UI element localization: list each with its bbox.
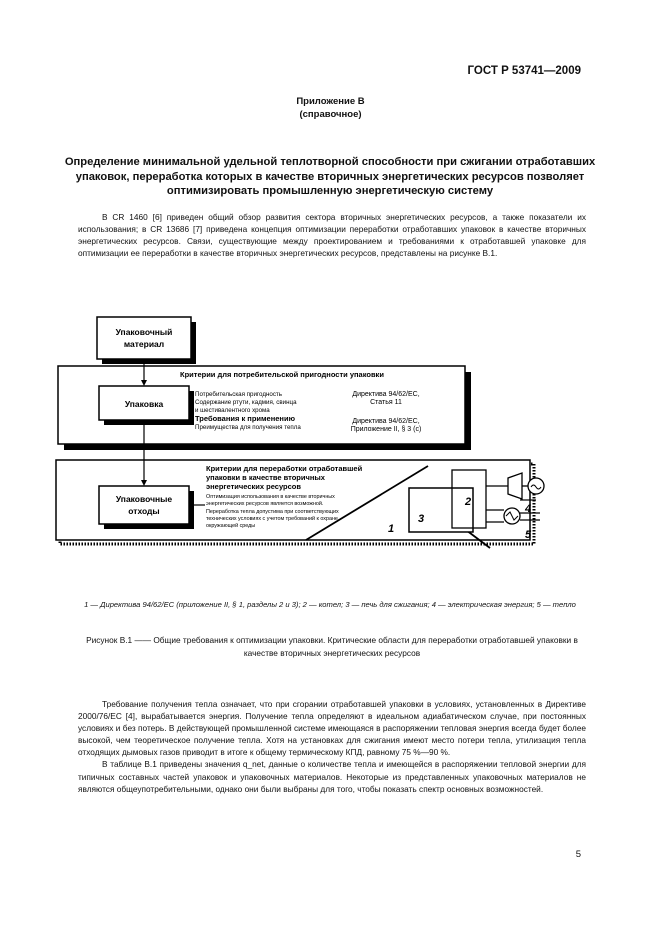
packaging-label: Упаковка xyxy=(124,399,164,409)
consumer-fitness-3: и шестивалентного хрома xyxy=(195,407,270,414)
figure-legend: 1 — Директива 94/62/ЕС (приложение II, § 1, разделы 2 и 3); 2 — котел; 3 — печь для сжигания; 4 — электрическая энергия; 5 — тепло xyxy=(84,600,576,609)
turbine-icon xyxy=(508,473,522,499)
recovery-title-2: упаковки в качестве вторичных xyxy=(206,473,325,482)
intro-text: В CR 1460 [6] приведен общий обзор развития сектора вторичных энергетических ресурсов, а также показатели их использования; в CR 13686 [7] приведена концепция оптимизации переработки отработавших упаковок в качестве вторичных энергетических ресурсов. Связи, существующие между проектированием и требованиями к отработавшей упаковке для оптимизации ее переработки в качестве вторичных энергетических ресурсов, представлены на рисунке В.1. xyxy=(78,212,586,259)
label-1: 1 xyxy=(388,523,395,535)
page-number: 5 xyxy=(575,849,581,860)
packaging-material-line1: Упаковочный xyxy=(115,327,173,337)
directive-1-line1: Директива 94/62/ЕС, xyxy=(352,391,420,398)
recovery-title-3: энергетических ресурсов xyxy=(206,482,301,491)
consumer-fitness-1: Потребительская пригодность xyxy=(195,391,282,398)
standard-number: ГОСТ Р 53741—2009 xyxy=(467,65,581,77)
requirements-title: Требования к применению xyxy=(195,414,295,423)
annex-type: (справочное) xyxy=(299,109,362,120)
label-3: 3 xyxy=(418,513,425,525)
packaging-material-box xyxy=(97,317,191,359)
annex-title: Приложение В xyxy=(296,96,365,107)
body-paragraph-1: Требование получения тепла означает, что при сгорании отработавшей упаковки в условиях, установленных в Директиве 2000/76/ЕС [4], вырабатывается энергия. Получение тепла определяют в идеальном адиабатическом случае, при постоянных условиях и без потерь. В действующей промышленной системе имеющаяся в распоряжении тепловая энергия всегда будет более высокой, чем теоретическое получение тепла. Хотя на установках для сжигания имеют место потери тепла, утилизация тепла отходящих дымовых газов приводит в итоге к общему термическому КПД, равному 75 %—90 %. xyxy=(78,699,586,758)
recovery-item-1: Оптимизация использования в качестве вторичных xyxy=(206,494,335,500)
body-paragraph-2: В таблице В.1 приведены значения q_net, данные о количестве тепла и имеющейся в распоряжении тепловой энергии для типичных составных частей упаковок и упаковочных материалов. Некоторые из представленных упаковочных материалов не являются общеупотребительными, однако они были выбраны для того, чтобы показать спектр основных возможностей. xyxy=(78,759,586,794)
furnace-box xyxy=(409,488,473,532)
packaging-waste-line1: Упаковочные xyxy=(115,494,173,504)
label-5: 5 xyxy=(525,529,532,541)
figure-diagram xyxy=(40,300,600,555)
packaging-material-line2: материал xyxy=(123,339,165,349)
label-4: 4 xyxy=(525,503,532,515)
recovery-item-4: технических условиях с учетом требований к охране xyxy=(206,516,338,522)
body-text xyxy=(78,698,586,795)
section-title: Определение минимальной удельной теплотворной способности при сжигании отработавших упаковок, переработка которых в качестве вторичных энергетических ресурсов позволяет оптимизировать промышленную энергетическую систему xyxy=(64,156,596,197)
intro-paragraph xyxy=(78,211,586,259)
recovery-title-1: Критерии для переработки отработавшей xyxy=(206,464,363,473)
consumer-fitness-2: Содержание ртути, кадмия, свинца xyxy=(195,399,297,406)
label-2: 2 xyxy=(465,496,472,508)
generator-icon xyxy=(528,478,544,494)
directive-2-line2: Приложение II, § 3 (с) xyxy=(350,426,422,433)
recovery-item-2: энергетических ресурсов является возможной. xyxy=(206,501,324,507)
figure-caption: Рисунок В.1 —— Общие требования к оптимизации упаковки. Критические области для переработки отработавшей упаковки в качестве вторичных энергетических ресурсов xyxy=(86,635,578,658)
recovery-item-3: Переработка тепла допустима при соответствующих xyxy=(206,509,339,515)
heat-advantages: Преимущества для получения тепла xyxy=(195,424,301,431)
directive-2-line1: Директива 94/62/ЕС, xyxy=(352,418,420,425)
packaging-waste-box xyxy=(99,486,189,524)
fitness-criteria-title: Критерии для потребительской пригодности упаковки xyxy=(180,370,384,379)
recovery-item-5: окружающей среды xyxy=(206,523,256,529)
packaging-waste-line2: отходы xyxy=(128,506,160,516)
directive-1-line2: Статья 11 xyxy=(370,399,402,406)
